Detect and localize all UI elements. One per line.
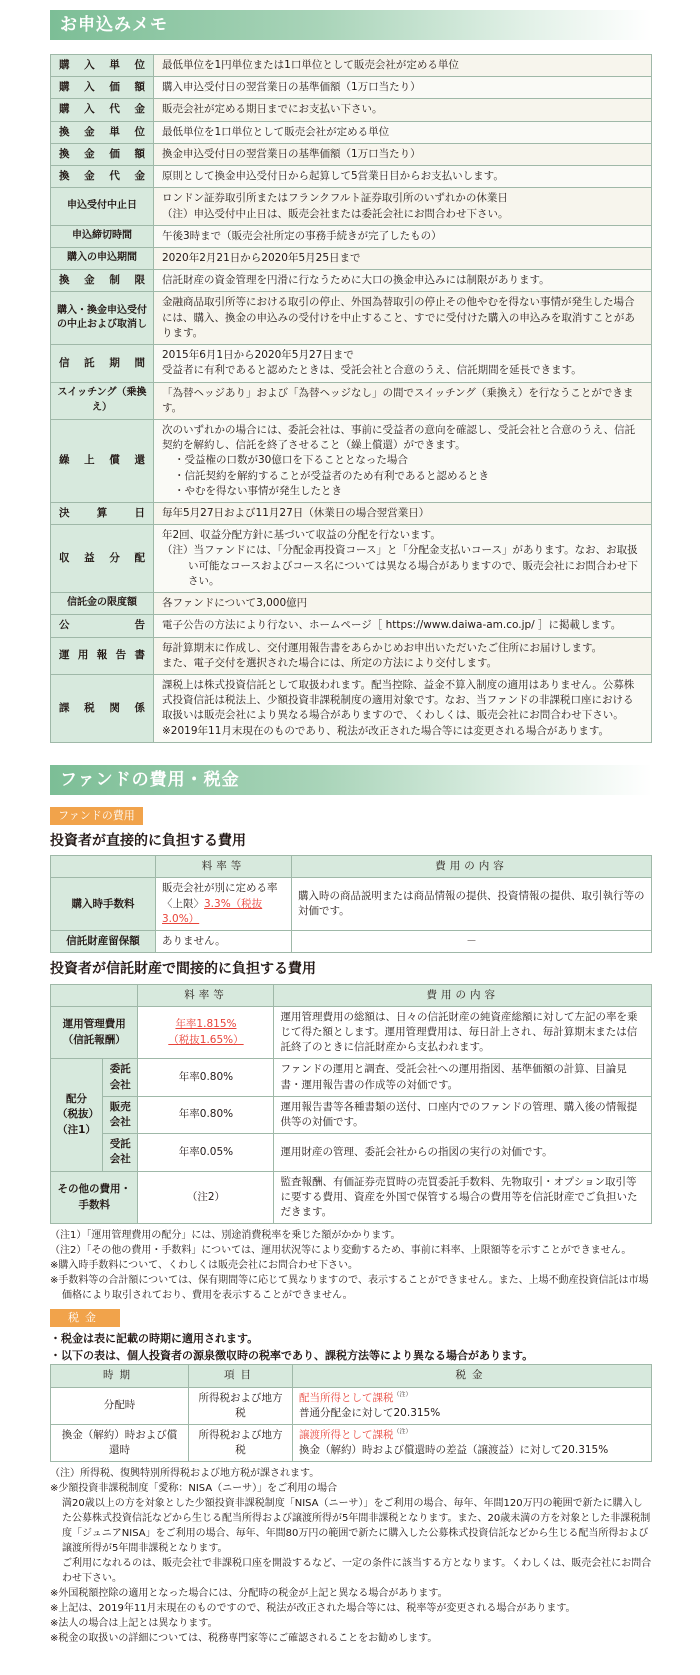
memo-value — [154, 166, 652, 188]
memo-label: 決算日 — [51, 503, 154, 525]
memo-value — [154, 503, 652, 525]
memo-label: 購入の申込期間 — [51, 247, 154, 269]
memo-line: （注）申込受付中止日は、販売会社または委託会社にお問合わせ下さい。 — [162, 207, 509, 220]
memo-value — [154, 121, 652, 143]
tax-rate-text: 換金（解約）時および償還時の差益（譲渡益）に対して20.315% — [299, 1444, 609, 1457]
memo-line: 「為替ヘッジあり」および「為替ヘッジなし」の間でスイッチング（乗換え）を行なうことができます。 — [162, 386, 634, 414]
indirect-cost-table — [50, 984, 652, 1225]
tax-note: ※少額投資非課税制度「愛称：NISA（ニーサ）」をご利用の場合 — [50, 1483, 338, 1495]
alloc-label-3: （注1） — [57, 1123, 96, 1136]
table-row — [51, 1365, 652, 1387]
mgmt-fee-label — [51, 1006, 138, 1059]
memo-row — [51, 637, 652, 674]
tax-note: ※上記は、2019年11月末現在のものですので、税法が改正された場合等には、税率等が変更される場合があります。 — [50, 1603, 576, 1615]
purchase-fee-content: 購入時の商品説明または商品情報の提供、投資情報の提供、取引執行等の対価です。 — [292, 878, 652, 931]
retention-rate: ありません。 — [156, 930, 292, 952]
memo-row — [51, 55, 652, 77]
tax-time: 換金（解約）時および償還時 — [51, 1424, 189, 1461]
memo-row — [51, 615, 652, 637]
retention-content: － — [292, 930, 652, 952]
memo-line: 2015年6月1日から2020年5月27日まで — [162, 349, 354, 362]
memo-list-item: ・信託契約を解約することが受益者のため有利であると認めるとき — [174, 469, 489, 482]
table-row — [51, 878, 652, 931]
memo-row — [51, 675, 652, 743]
tax-notes — [50, 1466, 652, 1646]
memo-row — [51, 121, 652, 143]
memo-label: 換金価額 — [51, 143, 154, 165]
tax-note: ※外国税額控除の適用となった場合には、分配時の税金が上記と異なる場合があります。 — [50, 1588, 448, 1600]
alloc-content: 運用財産の管理、委託会社からの指図の実行の対価です。 — [274, 1134, 652, 1171]
memo-line: 最低単位を1口単位として販売会社が定める単位 — [162, 125, 390, 138]
memo-label: 信託期間 — [51, 345, 154, 382]
alloc-name: 販売会社 — [103, 1096, 138, 1133]
tax-item: 所得税および地方税 — [189, 1424, 293, 1461]
mgmt-label-line2: （信託報酬） — [62, 1033, 126, 1046]
mgmt-rate-line2: （税抜1.65%） — [168, 1033, 244, 1046]
memo-line: 午後3時まで（販売会社所定の事務手続きが完了したもの） — [162, 229, 442, 242]
table-row — [51, 1171, 652, 1224]
alloc-rate: 年率0.80% — [138, 1096, 274, 1133]
tax-note-ref: （注） — [393, 1391, 412, 1398]
mgmt-fee-rate — [138, 1006, 274, 1059]
memo-line: 毎年5月27日および11月27日（休業日の場合翌営業日） — [162, 507, 430, 520]
table-row — [51, 856, 652, 878]
mgmt-fee-content: 運用管理費用の総額は、日々の信託財産の純資産総額に対して左記の率を乗じて得た額とします。運用管理費用は、毎日計上され、毎計算期末または信託終了のときに信託財産から支払われます。 — [274, 1006, 652, 1059]
memo-value — [154, 419, 652, 502]
header-rate: 料率等 — [156, 856, 292, 878]
fee-note: ※購入時手数料について、くわしくは販売会社にお問合わせ下さい。 — [50, 1260, 358, 1272]
tax-rate-text: 普通分配金に対して20.315% — [299, 1406, 441, 1419]
memo-label: スイッチング（乗換え） — [51, 382, 154, 419]
memo-label: 購入代金 — [51, 99, 154, 121]
alloc-content: ファンドの運用と調査、受託会社への運用指図、基準価額の計算、目論見書・運用報告書の作成等の対価です。 — [274, 1059, 652, 1096]
mgmt-label-line1: 運用管理費用 — [62, 1018, 126, 1031]
memo-value — [154, 345, 652, 382]
memo-label: 換金単位 — [51, 121, 154, 143]
memo-row — [51, 188, 652, 225]
alloc-rate: 年率0.05% — [138, 1134, 274, 1171]
tax-bullet: ・税金は表に記載の時期に適用されます。 — [50, 1332, 259, 1346]
memo-value — [154, 382, 652, 419]
memo-value — [154, 55, 652, 77]
fees-section-title: ファンドの費用・税金 — [50, 765, 652, 795]
other-label-line1: その他の費用・ — [57, 1183, 131, 1196]
header-blank — [51, 984, 138, 1006]
fee-note: （注1）「運用管理費用の配分」には、別途消費税率を乗じた額がかかります。 — [50, 1230, 401, 1242]
direct-cost-table — [50, 855, 652, 953]
tax-note: ご利用になれるのは、販売会社で非課税口座を開設するなど、一定の条件に該当する方となります。くわしくは、販売会社にお問合わせ下さい。 — [62, 1558, 652, 1585]
memo-line: ロンドン証券取引所またはフランクフルト証券取引所のいずれかの休業日 — [162, 192, 508, 205]
memo-line: 各ファンドについて3,000億円 — [162, 597, 308, 610]
tax-tag: 税金 — [50, 1309, 120, 1327]
memo-line: 購入申込受付日の翌営業日の基準価額（1万口当たり） — [162, 81, 421, 94]
mgmt-rate-line1: 年率1.815% — [175, 1018, 237, 1031]
fee-note: （注2）「その他の費用・手数料」については、運用状況等により変動するため、事前に料率、上限額等を示すことができません。 — [50, 1245, 632, 1257]
memo-label: 公告 — [51, 615, 154, 637]
memo-row — [51, 225, 652, 247]
memo-line: 年2回、収益分配方針に基づいて収益の分配を行ないます。 — [162, 529, 441, 542]
memo-value — [154, 247, 652, 269]
memo-row — [51, 345, 652, 382]
alloc-name: 受託会社 — [103, 1134, 138, 1171]
direct-cost-heading: 投資者が直接的に負担する費用 — [50, 832, 246, 849]
memo-line: 金融商品取引所等における取引の停止、外国為替取引の停止その他やむを得ない事情が発生した場合には、購入、換金の申込みの受付けを中止すること、すでに受付けた購入の申込みを取消すことがあります。 — [162, 296, 635, 339]
tax-note-ref: （注） — [393, 1428, 412, 1436]
purchase-fee-label: 購入時手数料 — [51, 878, 156, 931]
memo-line: 販売会社が定める期日までにお支払い下さい。 — [162, 103, 383, 116]
memo-label: 運用報告書 — [51, 637, 154, 674]
tax-detail — [293, 1387, 652, 1424]
memo-label: 課税関係 — [51, 675, 154, 743]
tax-table — [50, 1364, 652, 1462]
memo-label: 換金制限 — [51, 270, 154, 292]
memo-value — [154, 188, 652, 225]
memo-value — [154, 143, 652, 165]
memo-line: 原則として換金申込受付日から起算して5営業日目からお支払いします。 — [162, 170, 504, 183]
memo-row — [51, 270, 652, 292]
table-row — [51, 1387, 652, 1424]
memo-list-item: ・受益権の口数が30億口を下ることとなった場合 — [174, 454, 408, 467]
memo-value — [154, 270, 652, 292]
memo-label: 購入単位 — [51, 55, 154, 77]
alloc-label — [51, 1059, 103, 1171]
memo-row — [51, 503, 652, 525]
memo-value — [154, 99, 652, 121]
memo-line: 毎計算期末に作成し、交付運用報告書をあらかじめお申出いただいたご住所にお届けします。 — [162, 641, 603, 654]
memo-value — [154, 593, 652, 615]
tax-note: ※税金の取扱いの詳細については、税務専門家等にご確認されることをお勧めします。 — [50, 1633, 438, 1645]
memo-line: 最低単位を1円単位または1口単位として販売会社が定める単位 — [162, 59, 459, 71]
other-fee-content: 監査報酬、有価証券売買時の売買委託手数料、先物取引・オプション取引等に要する費用、資産を外国で保管する場合の費用等を信託財産でご負担いただきます。 — [274, 1171, 652, 1224]
tax-detail — [293, 1424, 652, 1461]
memo-row — [51, 525, 652, 593]
other-label-line2: 手数料 — [78, 1198, 110, 1211]
tax-type: 譲渡所得として課税 — [299, 1428, 394, 1441]
memo-row — [51, 292, 652, 345]
memo-note: （注）当ファンドには、「分配金再投資コース」と「分配金支払いコース」があります。なお、お取扱い可能なコースおよびコース名については異なる場合がありますので、販売会社にお問合わせ下さい。 — [162, 544, 639, 587]
memo-row — [51, 593, 652, 615]
other-fee-label — [51, 1171, 138, 1224]
tax-bullet: ・以下の表は、個人投資者の源泉徴収時の税率であり、課税方法等により異なる場合があります。 — [50, 1348, 534, 1362]
retention-label: 信託財産留保額 — [51, 930, 156, 952]
memo-line: 2020年2月21日から2020年5月25日まで — [162, 251, 361, 264]
indirect-cost-heading: 投資者が信託財産で間接的に負担する費用 — [50, 961, 316, 978]
memo-list-item: ・やむを得ない事情が発生したとき — [174, 484, 342, 497]
alloc-rate: 年率0.80% — [138, 1059, 274, 1096]
memo-value — [154, 615, 652, 637]
tax-type: 配当所得として課税 — [299, 1391, 394, 1404]
alloc-label-1: 配分 — [66, 1093, 87, 1106]
fee-notes — [50, 1228, 652, 1303]
memo-row — [51, 419, 652, 502]
table-row — [51, 1424, 652, 1461]
memo-label: 収益分配 — [51, 525, 154, 593]
memo-label: 信託金の限度額 — [51, 593, 154, 615]
alloc-name: 委託会社 — [103, 1059, 138, 1096]
memo-label: 換金代金 — [51, 166, 154, 188]
table-row — [51, 1134, 652, 1171]
memo-label: 申込締切時間 — [51, 225, 154, 247]
memo-section-title: お申込みメモ — [50, 10, 652, 40]
memo-value — [154, 637, 652, 674]
memo-value — [154, 525, 652, 593]
tax-time: 分配時 — [51, 1387, 189, 1424]
memo-line: 受益者に有利であると認めたときは、受託会社と合意のうえ、信託期間を延長できます。 — [162, 364, 582, 377]
header-rate: 料率等 — [138, 984, 274, 1006]
memo-value — [154, 225, 652, 247]
memo-row — [51, 382, 652, 419]
header-time: 時期 — [51, 1365, 189, 1387]
header-blank — [51, 856, 156, 878]
tax-note: 満20歳以上の方を対象とした少額投資非課税制度「NISA（ニーサ）」をご利用の場合、毎年、年間120万円の範囲で新たに購入した公募株式投資信託などから生じる配当所得および譲渡所得が5年間非課税となります。また、20歳未満の方を対象とした非課税制度「ジュニアNISA」をご利用の場合、毎年、年間80万円の範囲で新たに購入した公募株式投資信託などから生じる配当所得および譲渡所得が5年間非課税となります。 — [62, 1498, 651, 1555]
memo-row — [51, 247, 652, 269]
tax-item: 所得税および地方税 — [189, 1387, 293, 1424]
memo-line: 換金申込受付日の翌営業日の基準価額（1万口当たり） — [162, 147, 421, 160]
header-tax: 税金 — [293, 1365, 652, 1387]
memo-row — [51, 77, 652, 99]
purchase-rate-cap: 〈上限〉 — [162, 897, 204, 910]
purchase-rate-line1: 販売会社が別に定める率 — [162, 882, 278, 895]
memo-line: 信託財産の資金管理を円滑に行なうために大口の換金申込みには制限があります。 — [162, 274, 550, 287]
other-fee-rate: （注2） — [138, 1171, 274, 1224]
memo-value — [154, 675, 652, 743]
header-item: 項目 — [189, 1365, 293, 1387]
alloc-label-2: （税抜） — [57, 1108, 99, 1121]
purchase-rate-value: 3.3%（税抜3.0%） — [162, 897, 263, 925]
fees-tag: ファンドの費用 — [50, 807, 143, 825]
tax-note: （注）所得税、復興特別所得税および地方税が課されます。 — [50, 1468, 320, 1480]
fee-note: ※手数料等の合計額については、保有期間等に応じて異なりますので、表示することができません。また、上場不動産投資信託は市場価格により取引されており、費用を表示することができません。 — [50, 1275, 649, 1302]
memo-row — [51, 166, 652, 188]
memo-line: 次のいずれかの場合には、委託会社は、事前に受益者の意向を確認し、受託会社と合意のうえ、信託契約を解約し、信託を終了させること（繰上償還）ができます。 — [162, 423, 636, 452]
table-row — [51, 1059, 652, 1096]
table-row — [51, 1006, 652, 1059]
memo-line: 課税上は株式投資信託として取扱われます。配当控除、益金不算入制度の適用はありません。公募株式投資信託は税法上、少額投資非課税制度の適用対象です。なお、当ファンドの非課税口座における取扱いは販売会社により異なる場合がありますので、くわしくは、販売会社にお問合わせ下さい。 — [162, 679, 635, 722]
memo-table — [50, 54, 652, 743]
memo-value — [154, 77, 652, 99]
table-row — [51, 930, 652, 952]
memo-label: 繰上償還 — [51, 419, 154, 502]
table-row — [51, 1096, 652, 1133]
purchase-fee-rate — [156, 878, 292, 931]
header-content: 費用の内容 — [274, 984, 652, 1006]
memo-row — [51, 99, 652, 121]
memo-label: 購入価額 — [51, 77, 154, 99]
alloc-content: 運用報告書等各種書類の送付、口座内でのファンドの管理、購入後の情報提供等の対価です。 — [274, 1096, 652, 1133]
memo-line: 電子公告の方法により行ない、ホームページ［ https://www.daiwa-am.co.jp/ ］に掲載します。 — [162, 619, 622, 632]
memo-value — [154, 292, 652, 345]
memo-line: また、電子交付を選択された場合には、所定の方法により交付します。 — [162, 656, 498, 669]
memo-label: 購入・換金申込受付の中止および取消し — [51, 292, 154, 345]
memo-label: 申込受付中止日 — [51, 188, 154, 225]
header-content: 費用の内容 — [292, 856, 652, 878]
memo-row — [51, 143, 652, 165]
memo-note: ※2019年11月末現在のものであり、税法が改正された場合等には変更される場合があります。 — [162, 724, 610, 737]
table-row — [51, 984, 652, 1006]
tax-note: ※法人の場合は上記とは異なります。 — [50, 1618, 218, 1630]
